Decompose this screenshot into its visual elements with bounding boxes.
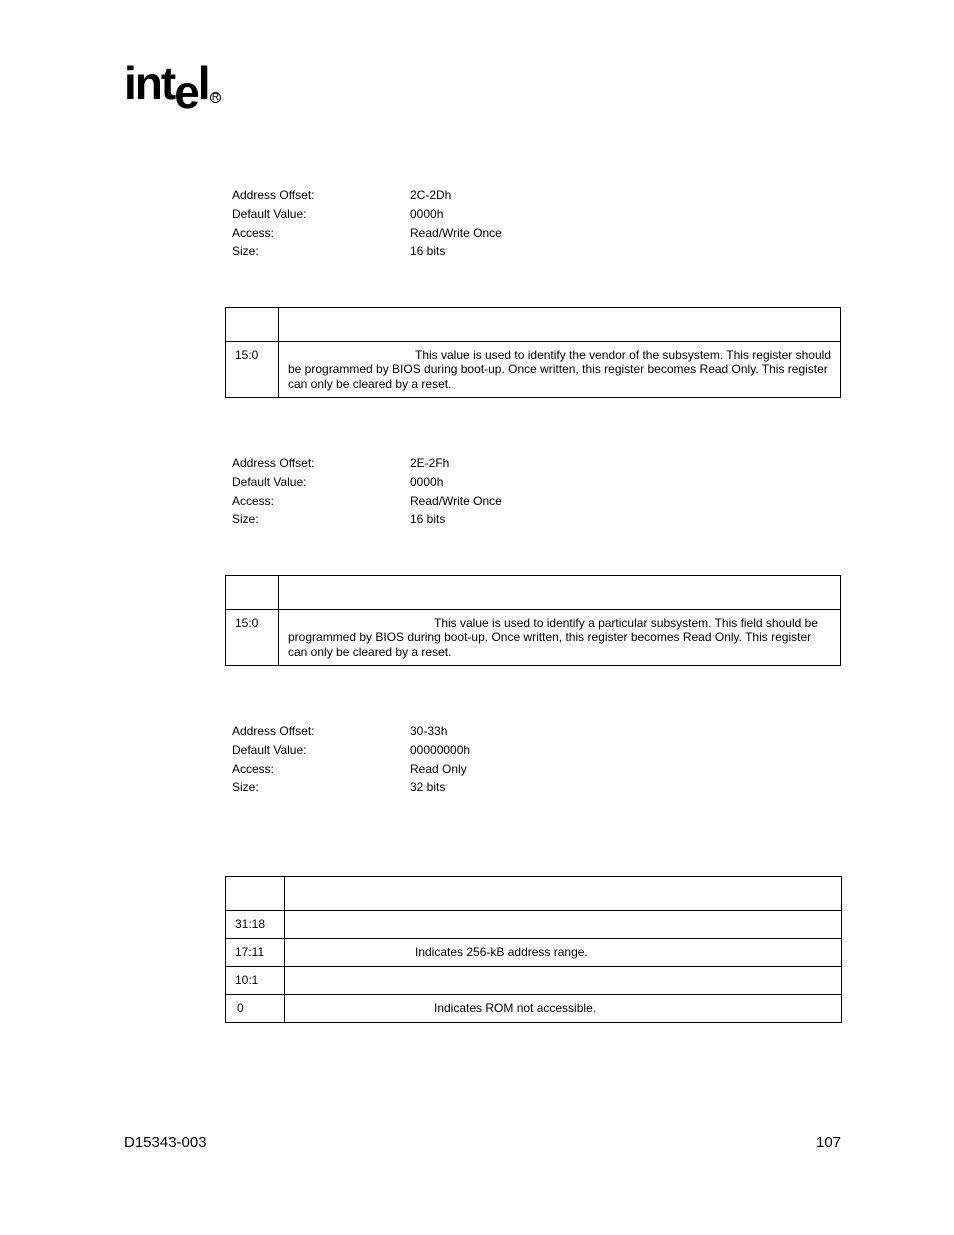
description-cell [285, 967, 842, 995]
registered-mark-icon: R [211, 92, 220, 103]
table-row [226, 342, 841, 398]
description-cell: Indicates ROM not accessible. [285, 995, 842, 1023]
bit-cell: 15:0 [226, 342, 279, 398]
bit-cell: 31:18 [226, 911, 285, 939]
intel-logo [124, 57, 220, 118]
table-header-row [226, 576, 841, 610]
description-cell: This value is used to identify a particular subsystem. This field should be programmed by BIOS during boot-up. Once written, this register becomes Read Only. This register can only be cleared by a reset. [279, 610, 841, 666]
bit-cell: 15:0 [226, 610, 279, 666]
table-row [226, 911, 842, 939]
logo-text-l: l [197, 57, 209, 109]
bit-table-2 [225, 575, 841, 666]
table-row [226, 610, 841, 666]
description-cell [285, 911, 842, 939]
document-id: D15343-003 [124, 1134, 207, 1151]
description-cell: Indicates 256-kB address range. [285, 939, 842, 967]
logo-text-e: e [174, 66, 198, 118]
table-row [226, 967, 842, 995]
bit-table-1 [225, 307, 841, 398]
bit-cell: 10:1 [226, 967, 285, 995]
description-cell: This value is used to identify the vendor of the subsystem. This register should be programmed by BIOS during boot-up. Once written, this register becomes Read Only. This register can only be cleared by a reset. [279, 342, 841, 398]
table-header-row [226, 877, 842, 911]
table-row [226, 939, 842, 967]
bit-table-3 [225, 876, 842, 1023]
table-header-row [226, 308, 841, 342]
page-number: 107 [816, 1134, 842, 1151]
bit-cell: 0 [226, 995, 285, 1023]
logo-text: int [124, 57, 175, 109]
table-row [226, 995, 842, 1023]
bit-cell: 17:11 [226, 939, 285, 967]
